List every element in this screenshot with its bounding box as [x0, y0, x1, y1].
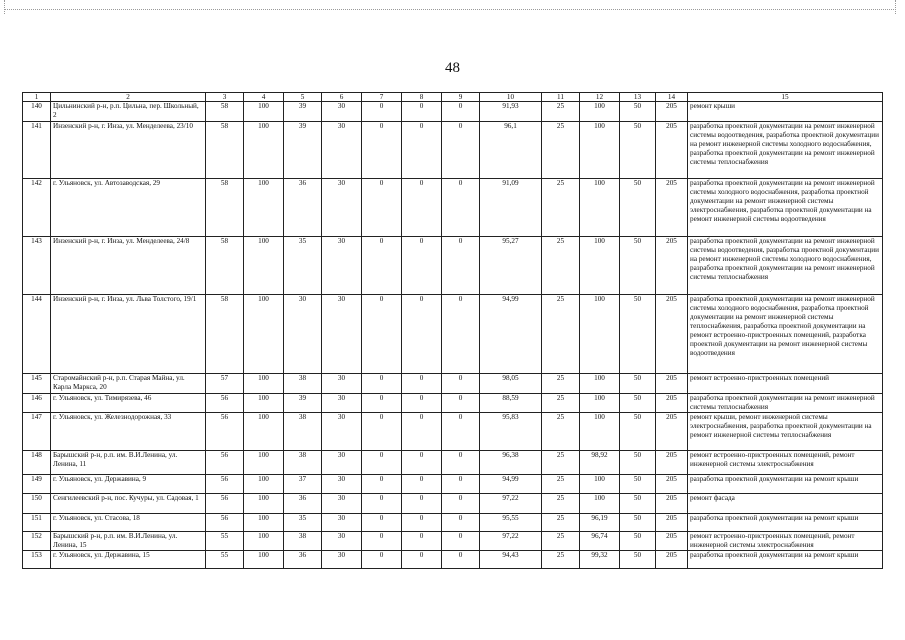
value-col-10: 97,22 — [480, 494, 542, 514]
address-cell: г. Ульяновск, ул. Стасова, 18 — [51, 514, 206, 532]
value-col-14: 205 — [656, 295, 688, 374]
value-col-4: 100 — [244, 494, 284, 514]
value-col-12: 99,32 — [580, 551, 620, 569]
value-col-9: 0 — [442, 237, 480, 295]
table-row — [23, 451, 883, 475]
value-col-13: 50 — [620, 551, 656, 569]
value-col-7: 0 — [362, 532, 402, 551]
row-number: 144 — [23, 295, 51, 374]
value-col-9: 0 — [442, 514, 480, 532]
column-number-15: 15 — [688, 93, 883, 102]
value-col-11: 25 — [542, 551, 580, 569]
value-col-8: 0 — [402, 122, 442, 179]
value-col-8: 0 — [402, 532, 442, 551]
value-col-12: 100 — [580, 102, 620, 122]
value-col-3: 56 — [206, 475, 244, 494]
address-cell: г. Ульяновск, ул. Тимирязева, 46 — [51, 394, 206, 413]
value-col-12: 100 — [580, 122, 620, 179]
value-col-14: 205 — [656, 102, 688, 122]
value-col-11: 25 — [542, 394, 580, 413]
value-col-10: 94,43 — [480, 551, 542, 569]
value-col-7: 0 — [362, 413, 402, 451]
work-description-cell: разработка проектной документации на ремонт инженерной системы водоотведения, разработка проектной документации на ремонт инженерной системы холодного водоснабжения, разработка проектной документации на ремонт инженерной системы теплоснабжения — [688, 237, 883, 295]
value-col-11: 25 — [542, 122, 580, 179]
address-cell: Старомайнский р-н, р.п. Старая Майна, ул. Карла Маркса, 20 — [51, 374, 206, 394]
value-col-6: 30 — [322, 413, 362, 451]
value-col-4: 100 — [244, 374, 284, 394]
value-col-14: 205 — [656, 179, 688, 237]
value-col-11: 25 — [542, 475, 580, 494]
value-col-5: 35 — [284, 514, 322, 532]
table-row — [23, 295, 883, 374]
value-col-5: 35 — [284, 237, 322, 295]
value-col-8: 0 — [402, 102, 442, 122]
value-col-9: 0 — [442, 122, 480, 179]
value-col-9: 0 — [442, 374, 480, 394]
table-row — [23, 475, 883, 494]
table-row — [23, 413, 883, 451]
value-col-8: 0 — [402, 237, 442, 295]
column-number-row — [23, 93, 883, 102]
value-col-8: 0 — [402, 451, 442, 475]
value-col-7: 0 — [362, 179, 402, 237]
value-col-9: 0 — [442, 532, 480, 551]
value-col-4: 100 — [244, 122, 284, 179]
work-description-cell: разработка проектной документации на ремонт инженерной системы водоотведения, разработка проектной документации на ремонт инженерной системы холодного водоснабжения, разработка проектной документации на ремонт инженерной системы теплоснабжения — [688, 122, 883, 179]
row-number: 148 — [23, 451, 51, 475]
value-col-9: 0 — [442, 295, 480, 374]
row-number: 141 — [23, 122, 51, 179]
value-col-14: 205 — [656, 494, 688, 514]
value-col-14: 205 — [656, 413, 688, 451]
value-col-6: 30 — [322, 451, 362, 475]
column-number-10: 10 — [480, 93, 542, 102]
column-number-8: 8 — [402, 93, 442, 102]
value-col-10: 94,99 — [480, 475, 542, 494]
value-col-8: 0 — [402, 179, 442, 237]
value-col-10: 97,22 — [480, 532, 542, 551]
value-col-4: 100 — [244, 532, 284, 551]
column-number-7: 7 — [362, 93, 402, 102]
value-col-6: 30 — [322, 179, 362, 237]
value-col-6: 30 — [322, 237, 362, 295]
value-col-12: 100 — [580, 394, 620, 413]
table-row — [23, 494, 883, 514]
row-number: 153 — [23, 551, 51, 569]
value-col-7: 0 — [362, 374, 402, 394]
value-col-11: 25 — [542, 514, 580, 532]
value-col-3: 58 — [206, 122, 244, 179]
value-col-5: 39 — [284, 394, 322, 413]
value-col-11: 25 — [542, 413, 580, 451]
value-col-8: 0 — [402, 494, 442, 514]
value-col-13: 50 — [620, 532, 656, 551]
value-col-6: 30 — [322, 494, 362, 514]
table-row — [23, 122, 883, 179]
address-cell: г. Ульяновск, ул. Автозаводская, 29 — [51, 179, 206, 237]
address-cell: Барышский р-н, р.п. им. В.И.Ленина, ул. Ленина, 11 — [51, 451, 206, 475]
column-number-12: 12 — [580, 93, 620, 102]
value-col-5: 36 — [284, 551, 322, 569]
value-col-5: 38 — [284, 451, 322, 475]
value-col-14: 205 — [656, 514, 688, 532]
value-col-9: 0 — [442, 413, 480, 451]
value-col-3: 56 — [206, 451, 244, 475]
value-col-8: 0 — [402, 394, 442, 413]
value-col-13: 50 — [620, 494, 656, 514]
value-col-13: 50 — [620, 237, 656, 295]
work-description-cell: разработка проектной документации на ремонт инженерной системы холодного водоснабжения, разработка проектной документации на ремонт инженерной системы теплоснабжения, разработка проектной документации на ремонт встроенно-пристроенных помещений, разработка проектной документации на ремонт инженерной системы водоотведения — [688, 295, 883, 374]
value-col-3: 56 — [206, 413, 244, 451]
value-col-13: 50 — [620, 475, 656, 494]
value-col-12: 100 — [580, 475, 620, 494]
column-number-6: 6 — [322, 93, 362, 102]
value-col-9: 0 — [442, 551, 480, 569]
column-number-4: 4 — [244, 93, 284, 102]
value-col-11: 25 — [542, 494, 580, 514]
work-description-cell: ремонт крыши — [688, 102, 883, 122]
address-cell: Сенгилеевский р-н, пос. Кучуры, ул. Садовая, 1 — [51, 494, 206, 514]
value-col-5: 39 — [284, 102, 322, 122]
value-col-6: 30 — [322, 551, 362, 569]
value-col-9: 0 — [442, 475, 480, 494]
value-col-5: 30 — [284, 295, 322, 374]
row-number: 142 — [23, 179, 51, 237]
value-col-3: 56 — [206, 514, 244, 532]
table-row — [23, 102, 883, 122]
value-col-12: 100 — [580, 237, 620, 295]
value-col-13: 50 — [620, 179, 656, 237]
value-col-4: 100 — [244, 394, 284, 413]
work-description-cell: разработка проектной документации на ремонт инженерной системы холодного водоснабжения, разработка проектной документации на ремонт инженерной системы электроснабжения, разработка проектной документации на ремонт инженерной системы водоотведения — [688, 179, 883, 237]
value-col-11: 25 — [542, 179, 580, 237]
value-col-4: 100 — [244, 551, 284, 569]
value-col-9: 0 — [442, 494, 480, 514]
value-col-11: 25 — [542, 237, 580, 295]
value-col-13: 50 — [620, 122, 656, 179]
value-col-12: 98,92 — [580, 451, 620, 475]
address-cell: Цильнинский р-н, р.п. Цильна, пер. Школьный, 2 — [51, 102, 206, 122]
value-col-10: 96,38 — [480, 451, 542, 475]
row-number: 146 — [23, 394, 51, 413]
value-col-14: 205 — [656, 551, 688, 569]
value-col-11: 25 — [542, 532, 580, 551]
table-row — [23, 179, 883, 237]
value-col-7: 0 — [362, 122, 402, 179]
value-col-3: 55 — [206, 532, 244, 551]
value-col-5: 38 — [284, 413, 322, 451]
value-col-10: 96,1 — [480, 122, 542, 179]
value-col-14: 205 — [656, 451, 688, 475]
row-number: 145 — [23, 374, 51, 394]
value-col-11: 25 — [542, 102, 580, 122]
value-col-11: 25 — [542, 374, 580, 394]
value-col-13: 50 — [620, 451, 656, 475]
row-number: 140 — [23, 102, 51, 122]
value-col-14: 205 — [656, 122, 688, 179]
value-col-3: 58 — [206, 295, 244, 374]
table-row — [23, 394, 883, 413]
value-col-7: 0 — [362, 295, 402, 374]
column-number-1: 1 — [23, 93, 51, 102]
work-description-cell: ремонт встроенно-пристроенных помещений, ремонт инженерной системы электроснабжения — [688, 451, 883, 475]
value-col-5: 36 — [284, 179, 322, 237]
page-corner-mark-left — [4, 0, 19, 14]
address-cell: Инзенский р-н, г. Инза, ул. Менделеева, 23/10 — [51, 122, 206, 179]
work-description-cell: разработка проектной документации на ремонт инженерной системы теплоснабжения — [688, 394, 883, 413]
table-row — [23, 514, 883, 532]
value-col-10: 98,05 — [480, 374, 542, 394]
value-col-3: 58 — [206, 179, 244, 237]
value-col-14: 205 — [656, 475, 688, 494]
value-col-10: 95,83 — [480, 413, 542, 451]
column-number-13: 13 — [620, 93, 656, 102]
value-col-3: 58 — [206, 237, 244, 295]
value-col-10: 95,27 — [480, 237, 542, 295]
column-number-11: 11 — [542, 93, 580, 102]
value-col-4: 100 — [244, 413, 284, 451]
work-description-cell: ремонт фасада — [688, 494, 883, 514]
value-col-5: 39 — [284, 122, 322, 179]
value-col-10: 88,59 — [480, 394, 542, 413]
value-col-12: 100 — [580, 494, 620, 514]
value-col-6: 30 — [322, 295, 362, 374]
value-col-7: 0 — [362, 451, 402, 475]
value-col-10: 94,99 — [480, 295, 542, 374]
value-col-9: 0 — [442, 179, 480, 237]
value-col-9: 0 — [442, 102, 480, 122]
value-col-3: 58 — [206, 102, 244, 122]
value-col-11: 25 — [542, 295, 580, 374]
address-cell: г. Ульяновск, ул. Державина, 9 — [51, 475, 206, 494]
value-col-6: 30 — [322, 102, 362, 122]
value-col-4: 100 — [244, 179, 284, 237]
page-top-edge — [4, 9, 894, 10]
column-number-3: 3 — [206, 93, 244, 102]
work-description-cell: разработка проектной документации на ремонт крыши — [688, 475, 883, 494]
value-col-9: 0 — [442, 394, 480, 413]
address-cell: Инзенский р-н, г. Инза, ул. Льва Толстого, 19/1 — [51, 295, 206, 374]
value-col-7: 0 — [362, 394, 402, 413]
address-cell: Барышский р-н, р.п. им. В.И.Ленина, ул. Ленина, 15 — [51, 532, 206, 551]
value-col-7: 0 — [362, 494, 402, 514]
value-col-13: 50 — [620, 374, 656, 394]
value-col-13: 50 — [620, 295, 656, 374]
value-col-11: 25 — [542, 451, 580, 475]
value-col-4: 100 — [244, 102, 284, 122]
value-col-8: 0 — [402, 475, 442, 494]
value-col-3: 55 — [206, 551, 244, 569]
table-row — [23, 551, 883, 569]
value-col-12: 100 — [580, 179, 620, 237]
register-body — [23, 102, 883, 569]
value-col-7: 0 — [362, 237, 402, 295]
value-col-10: 95,55 — [480, 514, 542, 532]
value-col-7: 0 — [362, 102, 402, 122]
value-col-12: 100 — [580, 374, 620, 394]
address-cell: г. Ульяновск, ул. Державина, 15 — [51, 551, 206, 569]
value-col-3: 57 — [206, 374, 244, 394]
value-col-6: 30 — [322, 374, 362, 394]
table-row — [23, 532, 883, 551]
value-col-6: 30 — [322, 394, 362, 413]
value-col-6: 30 — [322, 532, 362, 551]
value-col-12: 96,74 — [580, 532, 620, 551]
row-number: 143 — [23, 237, 51, 295]
value-col-4: 100 — [244, 475, 284, 494]
row-number: 147 — [23, 413, 51, 451]
value-col-10: 91,09 — [480, 179, 542, 237]
value-col-12: 100 — [580, 413, 620, 451]
value-col-5: 37 — [284, 475, 322, 494]
value-col-6: 30 — [322, 475, 362, 494]
column-number-9: 9 — [442, 93, 480, 102]
value-col-13: 50 — [620, 394, 656, 413]
work-description-cell: разработка проектной документации на ремонт крыши — [688, 514, 883, 532]
column-number-2: 2 — [51, 93, 206, 102]
value-col-7: 0 — [362, 514, 402, 532]
page-corner-mark-right — [881, 0, 896, 14]
value-col-5: 38 — [284, 532, 322, 551]
value-col-14: 205 — [656, 237, 688, 295]
value-col-5: 36 — [284, 494, 322, 514]
row-number: 151 — [23, 514, 51, 532]
work-description-cell: ремонт встроенно-пристроенных помещений, ремонт инженерной системы электроснабжения — [688, 532, 883, 551]
value-col-13: 50 — [620, 413, 656, 451]
value-col-4: 100 — [244, 451, 284, 475]
value-col-14: 205 — [656, 532, 688, 551]
work-description-cell: ремонт крыши, ремонт инженерной системы электроснабжения, разработка проектной документации на ремонт инженерной системы теплоснабжения — [688, 413, 883, 451]
value-col-6: 30 — [322, 514, 362, 532]
column-number-5: 5 — [284, 93, 322, 102]
value-col-6: 30 — [322, 122, 362, 179]
value-col-10: 91,93 — [480, 102, 542, 122]
page-number: 48 — [445, 60, 460, 76]
value-col-8: 0 — [402, 551, 442, 569]
value-col-12: 96,19 — [580, 514, 620, 532]
address-cell: г. Ульяновск, ул. Железнодорожная, 33 — [51, 413, 206, 451]
value-col-7: 0 — [362, 551, 402, 569]
value-col-9: 0 — [442, 451, 480, 475]
value-col-4: 100 — [244, 295, 284, 374]
work-description-cell: разработка проектной документации на ремонт крыши — [688, 551, 883, 569]
value-col-8: 0 — [402, 374, 442, 394]
address-cell: Инзенский р-н, г. Инза, ул. Менделеева, 24/8 — [51, 237, 206, 295]
value-col-4: 100 — [244, 514, 284, 532]
value-col-12: 100 — [580, 295, 620, 374]
value-col-4: 100 — [244, 237, 284, 295]
table-row — [23, 237, 883, 295]
value-col-13: 50 — [620, 102, 656, 122]
value-col-8: 0 — [402, 295, 442, 374]
value-col-14: 205 — [656, 394, 688, 413]
value-col-8: 0 — [402, 413, 442, 451]
register-table — [22, 92, 883, 569]
value-col-3: 56 — [206, 394, 244, 413]
value-col-3: 56 — [206, 494, 244, 514]
work-description-cell: ремонт встроенно-пристроенных помещений — [688, 374, 883, 394]
row-number: 152 — [23, 532, 51, 551]
value-col-5: 38 — [284, 374, 322, 394]
value-col-7: 0 — [362, 475, 402, 494]
value-col-13: 50 — [620, 514, 656, 532]
value-col-8: 0 — [402, 514, 442, 532]
table-row — [23, 374, 883, 394]
column-number-14: 14 — [656, 93, 688, 102]
row-number: 149 — [23, 475, 51, 494]
row-number: 150 — [23, 494, 51, 514]
value-col-14: 205 — [656, 374, 688, 394]
